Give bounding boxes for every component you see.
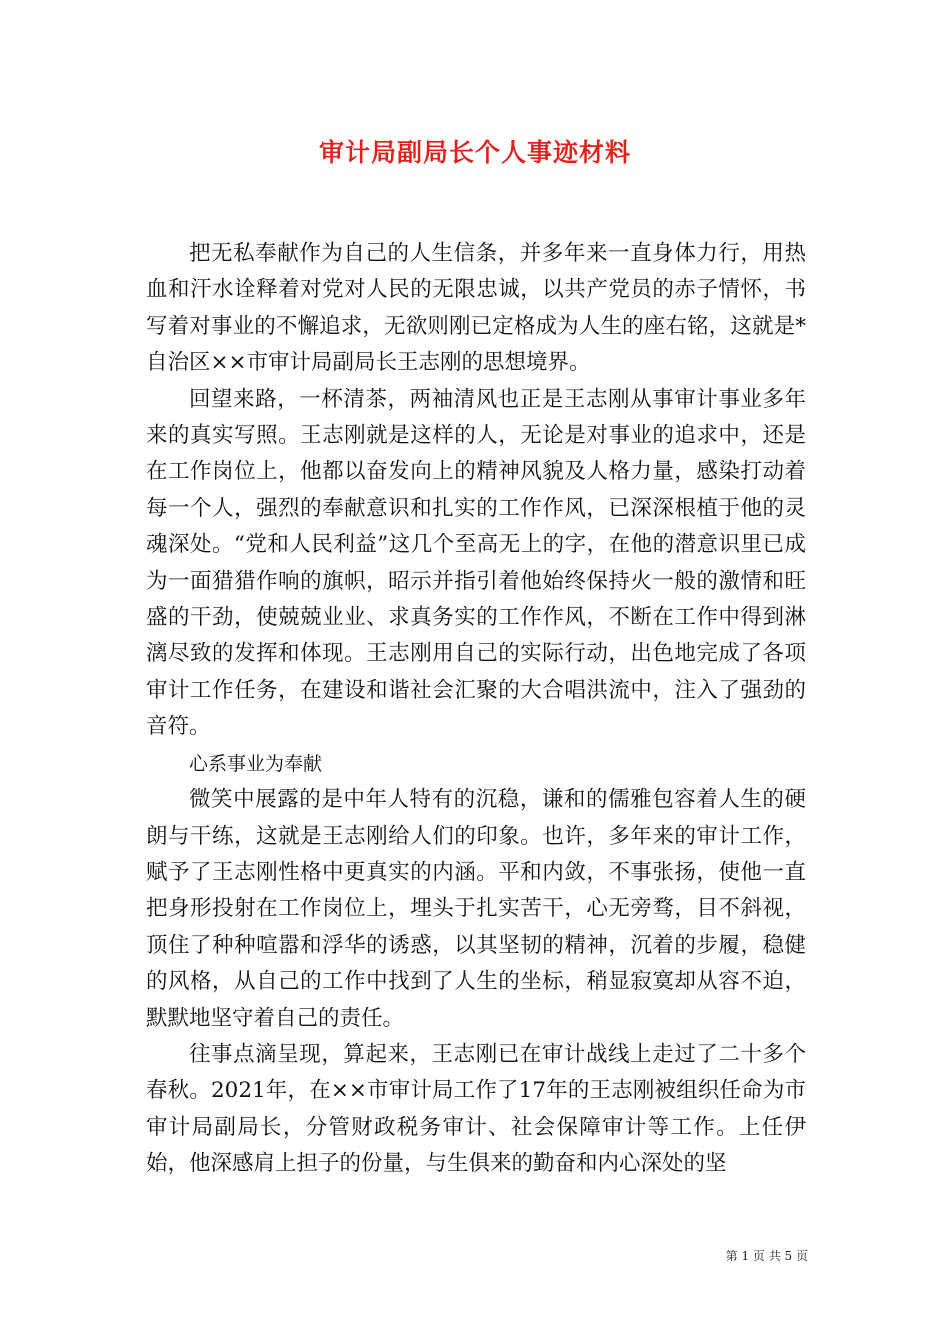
document-title: 审计局副局长个人事迹材料: [318, 138, 631, 167]
paragraph-3: 微笑中展露的是中年人特有的沉稳，谦和的儒雅包容着人生的硬朗与干练，这就是王志刚给人们的印象。也许，多年来的审计工作，赋予了王志刚性格中更真实的内涵。平和内敛，不事张扬，使他一直把身形投射在工作岗位上，埋头于扎实苦干，心无旁骛，目不斜视，顶住了种种喧嚣和浮华的诱惑，以其坚韧的精神，沉着的步履，稳健的风格，从自己的工作中找到了人生的坐标，稍显寂寞却从容不迫，默默地坚守着自己的责任。: [146, 787, 806, 1031]
paragraph-4: 往事点滴呈现，算起来，王志刚已在审计战线上走过了二十多个春秋。2021年，在××市审计局工作了17年的王志刚被组织任命为市审计局副局长，分管财政税务审计、社会保障审计等工作。上任伊始，他深感肩上担子的份量，与生俱来的勤奋和内心深处的坚: [146, 1041, 806, 1177]
paragraph-1: 把无私奉献作为自己的人生信条，并多年来一直身体力行，用热血和汗水诠释着对党对人民的无限忠诚，以共产党员的赤子情怀，书写着对事业的不懈追求，无欲则刚已定格成为人生的座右铭，这就是*自治区××市审计局副局长王志刚的思想境界。: [146, 241, 806, 376]
page-number: 第 1 页 共 5 页: [725, 1249, 808, 1263]
paragraph-2: 回望来路，一杯清茶，两袖清风也正是王志刚从事审计事业多年来的真实写照。王志刚就是这样的人，无论是对事业的追求中，还是在工作岗位上，他都以奋发向上的精神风貌及人格力量，感染打动着每一个人，强烈的奉献意识和扎实的工作作风，已深深根植于他的灵魂深处。“党和人民利益”这几个至高无上的字，在他的潜意识里已成为一面猎猎作响的旗帜，昭示并指引着他始终保持火一般的激情和旺盛的干劲，使兢兢业业、求真务实的工作作风，不断在工作中得到淋漓尽致的发挥和体现。王志刚用自己的实际行动，出色地完成了各项审计工作任务，在建设和谐社会汇聚的大合唱洪流中，注入了强劲的音符。: [146, 386, 806, 740]
section-heading: 心系事业为奉献: [189, 752, 323, 775]
document-body: [146, 236, 806, 1183]
